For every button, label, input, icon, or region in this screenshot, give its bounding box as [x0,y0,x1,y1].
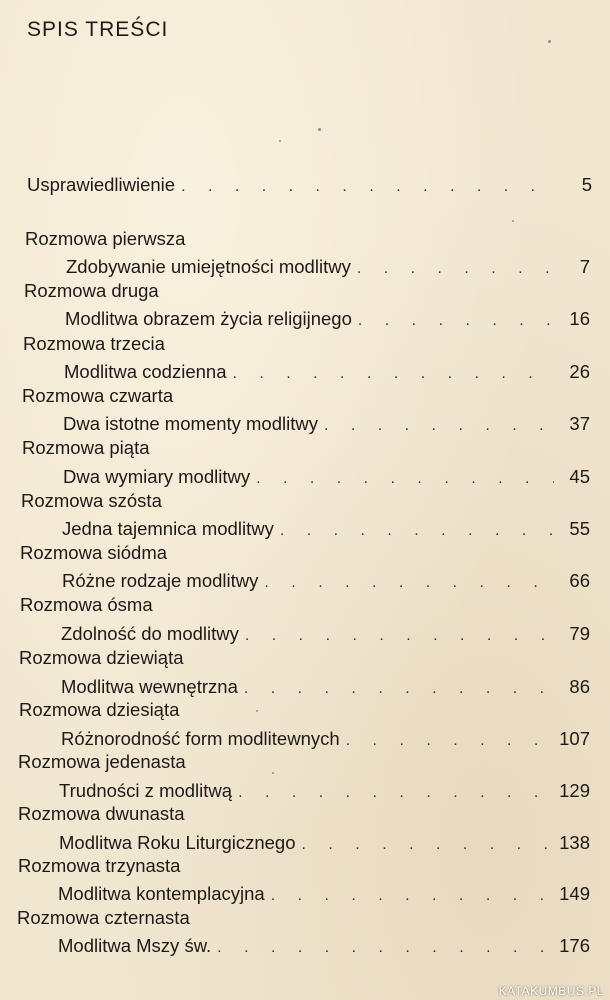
chapter-heading: Rozmowa trzecia [23,333,165,354]
page-number: 26 [569,361,590,382]
dot-leader [181,176,556,198]
dot-leader [217,937,553,959]
page-number: 138 [559,832,590,853]
chapter-heading: Rozmowa szósta [21,490,162,511]
toc-entry[interactable] [64,361,590,385]
page-number: 129 [559,780,590,801]
dot-leader [324,415,554,437]
chapter-heading: Rozmowa druga [24,280,159,301]
paper-speck [318,128,321,131]
page-number: 149 [559,883,590,904]
paper-speck [279,140,281,142]
toc-entry[interactable] [58,935,590,959]
toc-entry[interactable] [62,518,590,542]
paper-speck [272,772,274,774]
chapter-heading: Rozmowa ósma [20,594,153,615]
entry-title: Modlitwa obrazem życia religijnego [65,308,352,329]
entry-title: Dwa wymiary modlitwy [63,466,251,487]
entry-title: Zdobywanie umiejętności modlitwy [66,256,351,277]
dot-leader [232,363,554,385]
dot-leader [245,625,554,647]
toc-entry[interactable] [58,883,590,907]
page-number: 45 [569,466,590,487]
dot-leader [357,258,554,280]
chapter-heading: Rozmowa dwunasta [18,803,185,824]
chapter-heading: Rozmowa pierwsza [25,228,186,249]
paper-speck [548,40,551,43]
page-number: 107 [559,728,590,749]
toc-entry[interactable] [66,256,590,280]
toc-entry[interactable] [59,780,590,804]
chapter-heading: Rozmowa trzynasta [18,855,181,876]
entry-title: Trudności z modlitwą [59,780,233,801]
paper-speck [256,710,258,712]
toc-entry[interactable] [65,308,590,332]
toc-entry[interactable] [61,676,590,700]
dot-leader [271,885,553,907]
entry-title: Jedna tajemnica modlitwy [62,518,274,539]
entry-title: Usprawiedliwienie [27,174,176,195]
chapter-heading: Rozmowa piąta [22,437,150,458]
page-number: 79 [569,623,590,644]
dot-leader [346,730,553,752]
page-number: 55 [569,518,590,539]
dot-leader [302,834,554,856]
chapter-heading: Rozmowa siódma [20,542,168,563]
entry-title: Modlitwa wewnętrzna [61,676,238,697]
page-number: 7 [579,256,590,277]
chapter-heading: Rozmowa jedenasta [18,751,186,772]
toc-entry-intro[interactable] [27,174,592,198]
entry-title: Dwa istotne momenty modlitwy [63,413,318,434]
page-number: 16 [569,308,590,329]
page-number: 86 [569,676,590,697]
chapter-heading: Rozmowa czwarta [22,385,174,406]
entry-title: Modlitwa kontemplacyjna [58,883,265,904]
entry-title: Zdolność do modlitwy [61,623,239,644]
toc-entry[interactable] [61,623,590,647]
page-title: SPIS TREŚCI [27,18,169,41]
toc-entry[interactable] [63,466,590,490]
entry-title: Różnorodność form modlitewnych [61,728,340,749]
watermark: KATAKUMBUS.PL [498,984,604,998]
page-number: 176 [559,935,590,956]
entry-title: Modlitwa Roku Liturgicznego [59,832,296,853]
dot-leader [244,678,554,700]
entry-title: Modlitwa Mszy św. [58,935,212,956]
page-number: 5 [581,174,592,195]
toc-entry[interactable] [61,728,590,752]
chapter-heading: Rozmowa czternasta [17,907,190,928]
paper-speck [512,220,514,222]
page-number: 66 [569,570,590,591]
dot-leader [358,310,554,332]
toc-entry[interactable] [63,413,590,437]
toc-entry[interactable] [62,570,590,594]
entry-title: Różne rodzaje modlitwy [62,570,259,591]
dot-leader [264,572,554,594]
dot-leader [280,520,554,542]
dot-leader [238,782,553,804]
entry-title: Modlitwa codzienna [64,361,227,382]
dot-leader [256,468,554,490]
chapter-heading: Rozmowa dziesiąta [19,699,180,720]
page-number: 37 [569,413,590,434]
toc-entry[interactable] [59,832,590,856]
chapter-heading: Rozmowa dziewiąta [19,647,184,668]
